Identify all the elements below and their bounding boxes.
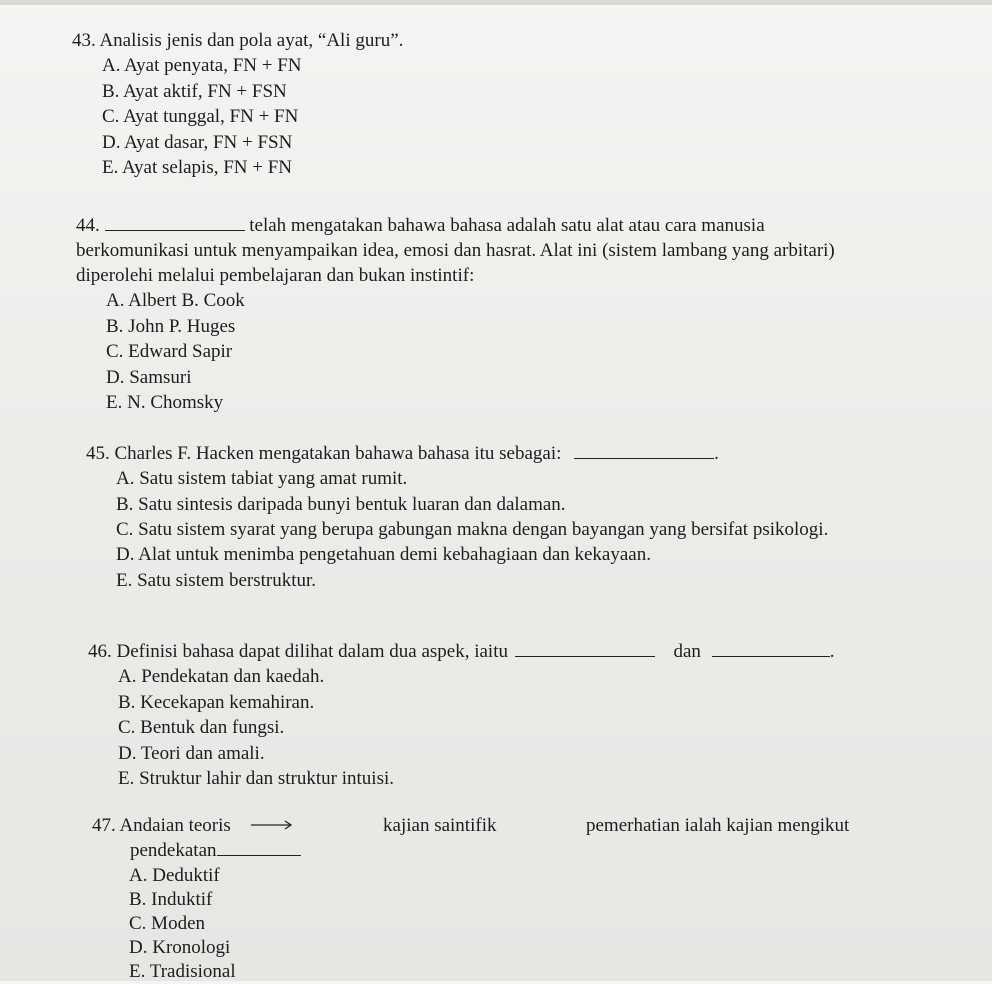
option-e[interactable]: E. Tradisional (129, 961, 236, 982)
option-e[interactable]: E. Struktur lahir dan struktur intuisi. (118, 768, 395, 790)
question-47-part3: pemerhatian ialah kajian mengikut (585, 815, 850, 836)
option-e[interactable]: E. Satu sistem berstruktur. (116, 569, 317, 591)
option-b[interactable]: B. Ayat aktif, FN + FSN (102, 80, 287, 102)
question-45-stem-row: 45. Charles F. Hacken mengatakan bahawa bahasa itu sebagai: . (86, 443, 719, 464)
question-47-part2: kajian saintifik (383, 815, 497, 836)
answer-blank[interactable] (574, 442, 714, 459)
option-a[interactable]: A. Albert B. Cook (106, 290, 245, 311)
option-c[interactable]: C. Bentuk dan fungsi. (118, 717, 285, 739)
option-d[interactable]: D. Teori dan amali. (118, 742, 265, 764)
option-c[interactable]: C. Edward Sapir (106, 341, 233, 363)
page-top-edge (0, 0, 992, 5)
right-arrow-icon (250, 813, 294, 838)
option-c[interactable]: C. Moden (129, 913, 205, 934)
question-46-options (118, 664, 834, 792)
option-a[interactable]: A. Satu sistem tabiat yang amat rumit. (116, 468, 408, 489)
option-a[interactable]: A. Pendekatan dan kaedah. (118, 666, 325, 687)
question-43-stem: 43. Analisis jenis dan pola ayat, “Ali guru”. (72, 30, 404, 51)
option-d[interactable]: D. Alat untuk menimba pengetahuan demi kebahagiaan dan kekayaan. (116, 544, 651, 566)
answer-blank-2[interactable] (712, 640, 830, 657)
option-d[interactable]: D. Kronologi (129, 937, 231, 958)
option-e[interactable]: E. Ayat selapis, FN + FN (102, 157, 292, 179)
question-44-options (106, 288, 896, 416)
option-a[interactable]: A. Ayat penyata, FN + FN (102, 55, 302, 76)
option-c[interactable]: C. Ayat tunggal, FN + FN (102, 106, 299, 128)
question-46-stem-row: 46. Definisi bahasa dapat dilihat dalam dua aspek, iaitu dan . (88, 641, 835, 662)
question-46-connector: dan (673, 641, 701, 662)
answer-blank[interactable] (217, 839, 301, 856)
option-b[interactable]: B. Induktif (129, 889, 213, 910)
question-47-part4: pendekatan (130, 840, 217, 861)
question-43 (72, 28, 403, 181)
answer-blank[interactable] (105, 214, 245, 231)
question-47-stem-row (92, 813, 849, 838)
question-44-stem-line1: telah mengatakan bahawa bahasa adalah satu alat atau cara manusia (249, 215, 765, 236)
question-44-stem (76, 213, 896, 238)
question-44-number: 44. (76, 215, 100, 236)
question-47-part1: 47. Andaian teoris (92, 815, 231, 836)
option-d[interactable]: D. Ayat dasar, FN + FSN (102, 131, 293, 153)
answer-blank-1[interactable] (515, 640, 655, 657)
question-47-stem-line2 (130, 838, 849, 863)
question-45-stem: 45. Charles F. Hacken mengatakan bahawa bahasa itu sebagai: (86, 443, 562, 464)
question-44-stem-rest: berkomunikasi untuk menyampaikan idea, emosi dan hasrat. Alat ini (sistem lambang yang arbitari) diperolehi melalui pembelajaran dan bukan instintif: (76, 240, 835, 286)
question-46-stem: 46. Definisi bahasa dapat dilihat dalam dua aspek, iaitu (88, 641, 508, 662)
question-44 (76, 213, 896, 416)
option-b[interactable]: B. Satu sintesis daripada bunyi bentuk luaran dan dalaman. (116, 493, 566, 515)
question-45-options (116, 466, 866, 593)
question-47-options (129, 863, 849, 983)
question-43-options (102, 53, 403, 181)
option-b[interactable]: B. Kecekapan kemahiran. (118, 691, 315, 713)
question-47 (92, 813, 849, 983)
option-b[interactable]: B. John P. Huges (106, 315, 236, 337)
question-46 (88, 639, 834, 792)
option-c[interactable]: C. Satu sistem syarat yang berupa gabungan makna dengan bayangan yang bersifat psikologi. (116, 519, 829, 541)
option-a[interactable]: A. Deduktif (129, 865, 220, 886)
option-e[interactable]: E. N. Chomsky (106, 392, 224, 414)
option-d[interactable]: D. Samsuri (106, 366, 192, 388)
question-45 (86, 441, 866, 593)
